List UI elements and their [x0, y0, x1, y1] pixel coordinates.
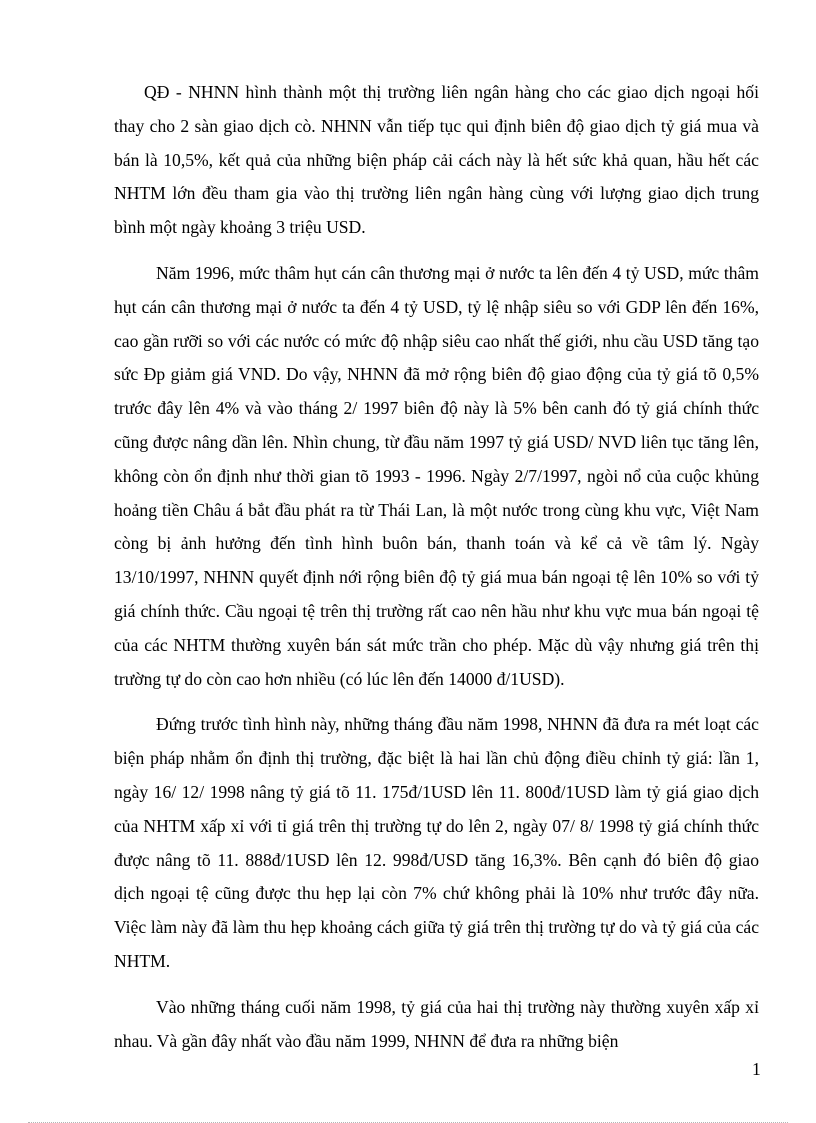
page-number: 1 — [752, 1059, 761, 1079]
paragraph-3: Đứng trước tình hình này, những tháng đầu năm 1998, NHNN đã đưa ra mét loạt các biện pháp nhằm ổn định thị trường, đặc biệt là hai lần chủ động điều chỉnh tỷ giá: lần 1, ngày 16/ 12/ 1998 nâng tỷ giá tõ 11. 175đ/1USD lên 11. 800đ/1USD làm tỷ giá giao dịch của NHTM xấp xỉ với tỉ giá trên thị trường tự do lên 2, ngày 07/ 8/ 1998 tỷ giá chính thức được nâng tõ 11. 888đ/1USD lên 12. 998đ/USD tăng 16,3%. Bên cạnh đó biên độ giao dịch ngoại tệ cũng được thu hẹp lại còn 7% chứ không phải là 10% như trước đây nữa. Việc làm này đã làm thu hẹp khoảng cách giữa tỷ giá trên thị trường tự do và tỷ giá của các NHTM. — [114, 714, 759, 971]
paragraph-4: Vào những tháng cuối năm 1998, tỷ giá của hai thị trường này thường xuyên xấp xỉ nhau. Và gần đây nhất vào đầu năm 1999, NHNN để đưa ra những biện — [114, 996, 759, 1051]
body-text — [114, 76, 759, 1070]
paragraph-2: Năm 1996, mức thâm hụt cán cân thương mại ở nước ta lên đến 4 tỷ USD, mức thâm hụt cán cân thương mại ở nước ta đến 4 tỷ USD, tỷ lệ nhập siêu so với GDP lên đến 16%, cao gần rưỡi so với các nước có mức độ nhập siêu cao nhất thế giới, nhu cầu USD tăng tạo sức Đp giảm giá VND. Do vậy, NHNN đã mở rộng biên độ giao động của tỷ giá tõ 0,5% trước đây lên 4% và vào tháng 2/ 1997 biên độ này là 5% bên canh đó tỷ giá chính thức cũng được nâng dần lên. Nhìn chung, từ đầu năm 1997 tỷ giá USD/ NVD liên tục tăng lên, không còn ổn định như thời gian tõ 1993 - 1996. Ngày 2/7/1997, ngòi nổ của cuộc khủng hoảng tiền Châu á bắt đầu phát ra từ Thái Lan, là một nước trong cùng khu vực, Việt Nam còng bị ảnh hưởng đến tình hình buôn bán, thanh toán và kể cả về tâm lý. Ngày 13/10/1997, NHNN quyết định nới rộng biên độ tỷ giá mua bán ngoại tệ lên 10% so với tỷ giá chính thức. Cầu ngoại tệ trên thị trường rất cao nên hầu như khu vực mua bán ngoại tệ của các NHTM thường xuyên bán sát mức trần cho phép. Mặc dù vậy nhưng giá trên thị trường tự do còn cao hơn nhiều (có lúc lên đến 14000 đ/1USD). — [114, 262, 759, 689]
paragraph-1: QĐ - NHNN hình thành một thị trường liên ngân hàng cho các giao dịch ngoại hối thay cho 2 sàn giao dịch cò. NHNN vẫn tiếp tục qui định biên độ giao dịch tỷ giá mua và bán là 10,5%, kết quả của những biện pháp cải cách này là hết sức khả quan, hầu hết các NHTM lớn đều tham gia vào thị trường liên ngân hàng cùng với lượng giao dịch trung bình một ngày khoảng 3 triệu USD. — [114, 82, 759, 238]
